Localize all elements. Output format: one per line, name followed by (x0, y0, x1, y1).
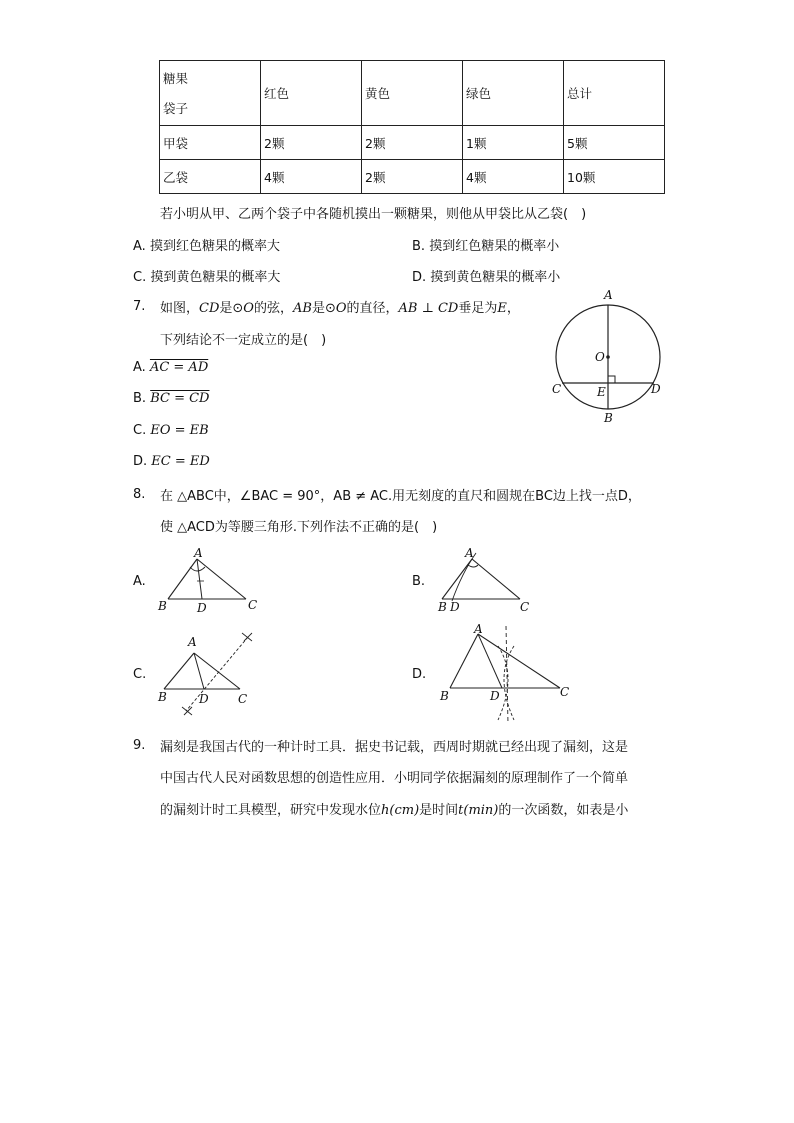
table-header-cell: 总计 (564, 61, 665, 126)
q7-number: 7. (133, 299, 146, 314)
q8-figure-d (432, 620, 582, 726)
q8-stem-line1: 在 △ABC中，∠BAC = 90°，AB ≠ AC.用无刻度的直尺和圆规在BC边上找一点D， (160, 489, 641, 504)
table-header-cell: 红色 (261, 61, 362, 126)
svg-text:A: A (604, 288, 613, 302)
q6-option-b[interactable]: B. 摸到红色糖果的概率小 (412, 239, 560, 254)
table-cell: 10颗 (564, 160, 665, 194)
row-label: 甲袋 (160, 126, 261, 160)
svg-text:D: D (651, 382, 661, 396)
q7-stem-line2: 下列结论不一定成立的是( ) (160, 333, 327, 348)
q8-option-a[interactable]: A. (133, 574, 146, 589)
table-cell: 5颗 (564, 126, 665, 160)
svg-text:D: D (199, 692, 209, 706)
q8-option-d[interactable]: D. (412, 667, 427, 682)
q8-number: 8. (133, 487, 146, 502)
q8-figure-b (432, 543, 544, 615)
q8-figure-c (152, 625, 264, 721)
svg-text:D: D (197, 601, 207, 615)
svg-text:B: B (158, 690, 167, 704)
q7-option-c[interactable]: C. EO = EB (133, 423, 209, 438)
candy-table (159, 60, 665, 194)
svg-text:O: O (595, 350, 605, 364)
table-cell: 2颗 (362, 126, 463, 160)
svg-text:C: C (248, 598, 258, 612)
q6-stem: 若小明从甲、乙两个袋子中各随机摸出一颗糖果，则他从甲袋比从乙袋( ) (160, 207, 587, 222)
table-cell: 4颗 (463, 160, 564, 194)
svg-text:C: C (238, 692, 248, 706)
svg-text:C: C (560, 685, 570, 699)
table-row (160, 160, 665, 194)
q7-option-d[interactable]: D. EC = ED (133, 454, 210, 469)
q8-option-b[interactable]: B. (412, 574, 426, 589)
svg-text:E: E (597, 385, 606, 399)
q7-circle-figure (548, 285, 668, 425)
table-cell: 2颗 (362, 160, 463, 194)
svg-text:C: C (520, 600, 530, 614)
svg-text:B: B (438, 600, 447, 614)
q7-stem-line1: 如图，CD是⊙O的弦，AB是⊙O的直径，AB ⊥ CD垂足为E， (160, 301, 520, 316)
q9-line2: 中国古代人民对函数思想的创造性应用．小明同学依据漏刻的原理制作了一个简单 (160, 771, 629, 786)
table-cell: 1颗 (463, 126, 564, 160)
table-cell: 4颗 (261, 160, 362, 194)
q6-option-c[interactable]: C. 摸到黄色糖果的概率大 (133, 270, 281, 285)
table-cell: 2颗 (261, 126, 362, 160)
table-row (160, 126, 665, 160)
q6-option-d[interactable]: D. 摸到黄色糖果的概率小 (412, 270, 561, 285)
svg-text:A: A (188, 635, 197, 649)
svg-text:B: B (158, 599, 167, 613)
svg-text:D: D (490, 689, 500, 703)
table-header-cell: 绿色 (463, 61, 564, 126)
q7-option-a[interactable]: A. AC = AD (133, 360, 209, 375)
table-corner-cell: 糖果 袋子 (160, 61, 261, 126)
q7-option-b[interactable]: B. BC = CD (133, 391, 210, 406)
q9-number: 9. (133, 738, 146, 753)
q8-figure-a (152, 543, 264, 615)
svg-text:B: B (604, 411, 613, 425)
row-label: 乙袋 (160, 160, 261, 194)
svg-text:B: B (440, 689, 449, 703)
q8-stem-line2: 使 △ACD为等腰三角形.下列作法不正确的是( ) (160, 520, 438, 535)
q8-option-c[interactable]: C. (133, 667, 147, 682)
q6-option-a[interactable]: A. 摸到红色糖果的概率大 (133, 239, 280, 254)
svg-text:A: A (474, 622, 483, 636)
svg-text:A: A (465, 546, 474, 560)
svg-text:C: C (552, 382, 562, 396)
table-header-cell: 黄色 (362, 61, 463, 126)
q9-line1: 漏刻是我国古代的一种计时工具．据史书记载，西周时期就已经出现了漏刻，这是 (160, 740, 629, 755)
svg-text:A: A (194, 546, 203, 560)
svg-text:D: D (450, 600, 460, 614)
q9-line3: 的漏刻计时工具模型，研究中发现水位h(cm)是时间t(min)的一次函数，如表是小 (160, 803, 629, 818)
